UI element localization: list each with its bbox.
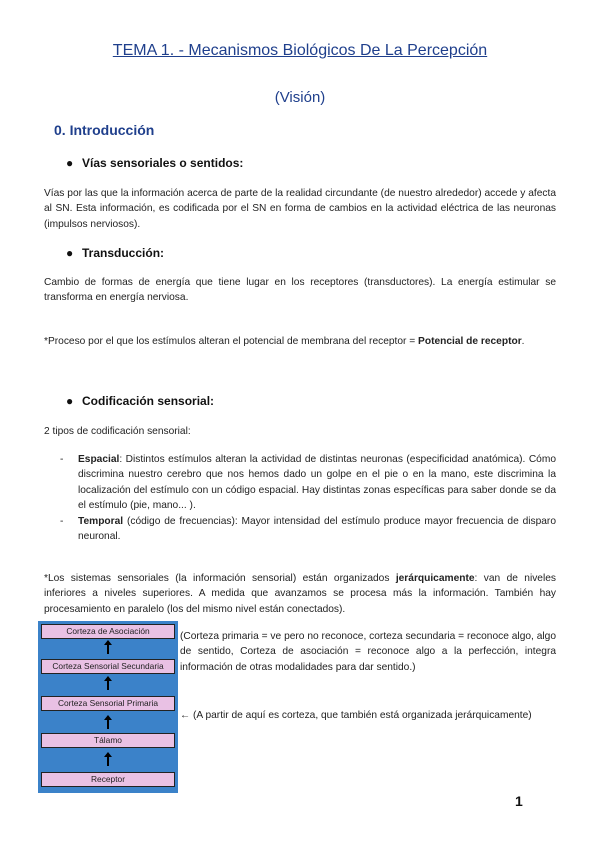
diagram-box-asociacion: Corteza de Asociación bbox=[41, 624, 175, 639]
note-corteza-jerarquia: ← (A partir de aquí es corteza, que también está organizada jerárquicamente) bbox=[180, 710, 532, 721]
bullet-heading-vias bbox=[66, 156, 243, 170]
arrow-up-icon bbox=[38, 752, 178, 766]
list-item-bold: Espacial bbox=[78, 454, 120, 465]
list-item-text: (código de frecuencias): Mayor intensidad del estímulo produce mayor frecuencia de disparo neuronal. bbox=[78, 515, 556, 543]
diagram-box-receptor: Receptor bbox=[41, 772, 175, 787]
bullet-icon: ● bbox=[66, 394, 74, 408]
sistemas-bold: jerárquicamente bbox=[395, 573, 475, 584]
section-heading: 0. Introducción bbox=[54, 122, 155, 138]
diagram-box-primaria: Corteza Sensorial Primaria bbox=[41, 696, 175, 711]
list-item bbox=[60, 514, 556, 545]
bullet-icon: ● bbox=[66, 156, 74, 170]
arrow-up-icon bbox=[38, 676, 178, 690]
page-title: TEMA 1. - Mecanismos Biológicos De La Percepción bbox=[112, 42, 488, 59]
arrow-up-icon bbox=[38, 715, 178, 729]
paragraph-tipos: 2 tipos de codificación sensorial: bbox=[44, 426, 191, 437]
paragraph-proceso bbox=[44, 334, 556, 349]
bullet-label: Transducción: bbox=[82, 246, 165, 260]
dash-icon: - bbox=[60, 454, 64, 465]
list-item bbox=[60, 452, 556, 514]
bullet-label: Codificación sensorial: bbox=[82, 394, 215, 408]
list-item-text: : Distintos estímulos alteran la actividad de distintas neuronas (especificidad anatómica). Cómo discrimina nuestro cerebro que nos hemos dado un golpe en el pie o en la mano, este discrimina la localización del estímulo con un código espacial. Hay distintas zonas específicas para saber donde se da el estímulo (pie, mano... ). bbox=[78, 454, 556, 512]
proceso-text: *Proceso por el que los estímulos alteran el potencial de membrana del receptor = bbox=[44, 336, 419, 347]
bullet-icon: ● bbox=[66, 246, 74, 260]
coding-list bbox=[60, 452, 556, 544]
proceso-end: . bbox=[521, 336, 525, 347]
bullet-label: Vías sensoriales o sentidos: bbox=[82, 156, 244, 170]
bullet-heading-codificacion bbox=[66, 394, 214, 408]
paragraph-sistemas bbox=[44, 571, 556, 617]
sistemas-post: : van de niveles inferiores a niveles superiores. A medida que avanzamos se procesa más la información. También hay procesamiento en paralelo (los del mismo nivel están conectados). bbox=[44, 573, 557, 615]
dash-icon: - bbox=[60, 515, 64, 527]
bullet-heading-transduccion bbox=[66, 246, 164, 260]
sistemas-pre: *Los sistemas sensoriales (la información sensorial) están organizados bbox=[44, 573, 396, 584]
arrow-up-icon bbox=[38, 640, 178, 654]
note-cortezas: (Corteza primaria = ve pero no reconoce, corteza secundaria = reconoce algo, algo de sentido, Corteza de asociación = reconoce algo a la perfección, integra información de otras modalidades para dar sentido.) bbox=[180, 631, 556, 673]
hierarchy-diagram bbox=[38, 621, 178, 793]
list-item-bold: Temporal bbox=[78, 515, 124, 527]
page-number: 1 bbox=[515, 793, 523, 809]
paragraph-transduccion: Cambio de formas de energía que tiene lugar en los receptores (transductores). La energía estimular se transforma en energía nerviosa. bbox=[44, 277, 556, 304]
paragraph-vias: Vías por las que la información acerca de parte de la realidad circundante (de nuestro alrededor) accede y afecta al SN. Esta información, es codificada por el SN en forma de cambios en la actividad eléctrica de las neuronas (impulsos nerviosos). bbox=[44, 188, 556, 230]
diagram-box-talamo: Tálamo bbox=[41, 733, 175, 748]
diagram-box-secundaria: Corteza Sensorial Secundaria bbox=[41, 659, 175, 674]
page-subtitle: (Visión) bbox=[274, 89, 326, 106]
proceso-bold: Potencial de receptor bbox=[418, 336, 522, 347]
